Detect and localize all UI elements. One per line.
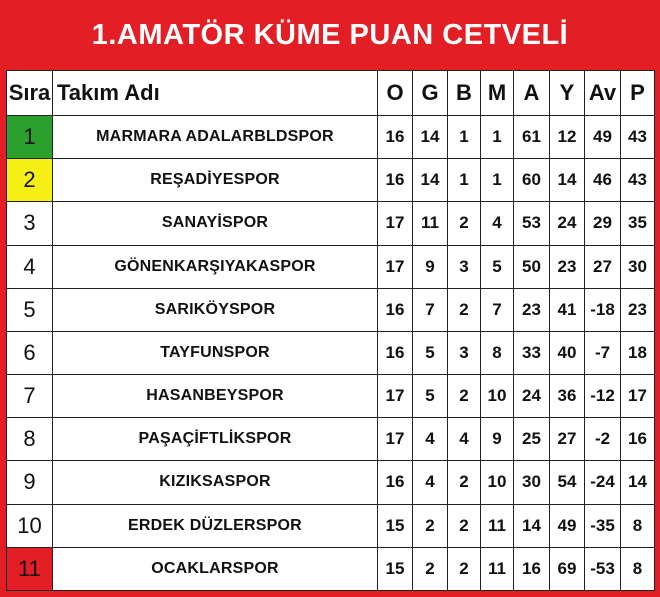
lost-cell: 1	[481, 159, 514, 202]
rank-cell: 7	[7, 375, 53, 418]
goals-for-cell: 61	[514, 116, 550, 159]
table-row	[7, 461, 655, 504]
lost-cell: 10	[481, 461, 514, 504]
points-cell: 43	[621, 159, 655, 202]
won-cell: 11	[413, 202, 448, 245]
team-name-cell: MARMARA ADALARBLDSPOR	[53, 116, 378, 159]
header-goals-for: A	[514, 71, 550, 116]
table-row	[7, 288, 655, 331]
goals-for-cell: 24	[514, 375, 550, 418]
goals-against-cell: 41	[550, 288, 585, 331]
goals-against-cell: 49	[550, 504, 585, 547]
drawn-cell: 1	[448, 159, 481, 202]
goals-for-cell: 50	[514, 245, 550, 288]
lost-cell: 11	[481, 504, 514, 547]
header-points: P	[621, 71, 655, 116]
drawn-cell: 1	[448, 116, 481, 159]
goals-for-cell: 60	[514, 159, 550, 202]
header-won: G	[413, 71, 448, 116]
standings-body	[7, 116, 655, 591]
played-cell: 16	[378, 288, 413, 331]
header-played: O	[378, 71, 413, 116]
points-cell: 14	[621, 461, 655, 504]
goal-diff-cell: -12	[585, 375, 621, 418]
points-cell: 8	[621, 504, 655, 547]
goals-against-cell: 27	[550, 418, 585, 461]
goals-against-cell: 69	[550, 547, 585, 590]
lost-cell: 10	[481, 375, 514, 418]
won-cell: 7	[413, 288, 448, 331]
lost-cell: 9	[481, 418, 514, 461]
goal-diff-cell: 27	[585, 245, 621, 288]
goals-for-cell: 16	[514, 547, 550, 590]
team-name-cell: SANAYİSPOR	[53, 202, 378, 245]
rank-cell: 9	[7, 461, 53, 504]
drawn-cell: 3	[448, 245, 481, 288]
rank-cell: 10	[7, 504, 53, 547]
rank-cell: 3	[7, 202, 53, 245]
table-row	[7, 331, 655, 374]
table-row	[7, 202, 655, 245]
team-name-cell: GÖNENKARŞIYAKASPOR	[53, 245, 378, 288]
points-cell: 17	[621, 375, 655, 418]
drawn-cell: 2	[448, 288, 481, 331]
lost-cell: 11	[481, 547, 514, 590]
table-row	[7, 245, 655, 288]
header-goal-diff: Av	[585, 71, 621, 116]
won-cell: 5	[413, 375, 448, 418]
header-goals-against: Y	[550, 71, 585, 116]
won-cell: 9	[413, 245, 448, 288]
page-title: 1.AMATÖR KÜME PUAN CETVELİ	[91, 18, 569, 51]
standings-table-container	[6, 70, 654, 591]
goal-diff-cell: -35	[585, 504, 621, 547]
goals-for-cell: 23	[514, 288, 550, 331]
goals-against-cell: 12	[550, 116, 585, 159]
table-row	[7, 116, 655, 159]
played-cell: 17	[378, 245, 413, 288]
lost-cell: 1	[481, 116, 514, 159]
rank-cell: 6	[7, 331, 53, 374]
drawn-cell: 2	[448, 547, 481, 590]
goal-diff-cell: -7	[585, 331, 621, 374]
table-row	[7, 159, 655, 202]
table-row	[7, 504, 655, 547]
rank-cell: 5	[7, 288, 53, 331]
header-drawn: B	[448, 71, 481, 116]
won-cell: 4	[413, 461, 448, 504]
goal-diff-cell: -2	[585, 418, 621, 461]
drawn-cell: 2	[448, 202, 481, 245]
played-cell: 16	[378, 159, 413, 202]
goal-diff-cell: -53	[585, 547, 621, 590]
team-name-cell: PAŞAÇİFTLİKSPOR	[53, 418, 378, 461]
team-name-cell: OCAKLARSPOR	[53, 547, 378, 590]
points-cell: 23	[621, 288, 655, 331]
goal-diff-cell: 49	[585, 116, 621, 159]
drawn-cell: 2	[448, 504, 481, 547]
points-cell: 16	[621, 418, 655, 461]
goal-diff-cell: 29	[585, 202, 621, 245]
table-row	[7, 375, 655, 418]
played-cell: 17	[378, 375, 413, 418]
drawn-cell: 2	[448, 461, 481, 504]
played-cell: 16	[378, 331, 413, 374]
header-row	[7, 71, 655, 116]
rank-cell: 8	[7, 418, 53, 461]
won-cell: 14	[413, 116, 448, 159]
lost-cell: 8	[481, 331, 514, 374]
goal-diff-cell: -24	[585, 461, 621, 504]
team-name-cell: TAYFUNSPOR	[53, 331, 378, 374]
team-name-cell: REŞADİYESPOR	[53, 159, 378, 202]
team-name-cell: ERDEK DÜZLERSPOR	[53, 504, 378, 547]
played-cell: 16	[378, 461, 413, 504]
goals-against-cell: 36	[550, 375, 585, 418]
goals-against-cell: 23	[550, 245, 585, 288]
goals-for-cell: 14	[514, 504, 550, 547]
played-cell: 17	[378, 418, 413, 461]
rank-cell: 11	[7, 547, 53, 590]
points-cell: 43	[621, 116, 655, 159]
drawn-cell: 2	[448, 375, 481, 418]
points-cell: 30	[621, 245, 655, 288]
played-cell: 15	[378, 504, 413, 547]
header-lost: M	[481, 71, 514, 116]
won-cell: 2	[413, 547, 448, 590]
won-cell: 4	[413, 418, 448, 461]
won-cell: 5	[413, 331, 448, 374]
goals-for-cell: 25	[514, 418, 550, 461]
header-rank: Sıra	[7, 71, 53, 116]
goal-diff-cell: -18	[585, 288, 621, 331]
goals-against-cell: 54	[550, 461, 585, 504]
standings-table	[6, 70, 655, 591]
goals-against-cell: 24	[550, 202, 585, 245]
rank-cell: 4	[7, 245, 53, 288]
goals-for-cell: 33	[514, 331, 550, 374]
lost-cell: 7	[481, 288, 514, 331]
lost-cell: 4	[481, 202, 514, 245]
team-name-cell: SARIKÖYSPOR	[53, 288, 378, 331]
drawn-cell: 3	[448, 331, 481, 374]
rank-cell: 2	[7, 159, 53, 202]
goal-diff-cell: 46	[585, 159, 621, 202]
goals-against-cell: 14	[550, 159, 585, 202]
team-name-cell: KIZIKSASPOR	[53, 461, 378, 504]
table-row	[7, 547, 655, 590]
header-team: Takım Adı	[53, 71, 378, 116]
team-name-cell: HASANBEYSPOR	[53, 375, 378, 418]
table-row	[7, 418, 655, 461]
goals-for-cell: 30	[514, 461, 550, 504]
played-cell: 16	[378, 116, 413, 159]
points-cell: 18	[621, 331, 655, 374]
points-cell: 35	[621, 202, 655, 245]
lost-cell: 5	[481, 245, 514, 288]
goals-against-cell: 40	[550, 331, 585, 374]
rank-cell: 1	[7, 116, 53, 159]
played-cell: 17	[378, 202, 413, 245]
goals-for-cell: 53	[514, 202, 550, 245]
played-cell: 15	[378, 547, 413, 590]
drawn-cell: 4	[448, 418, 481, 461]
points-cell: 8	[621, 547, 655, 590]
won-cell: 14	[413, 159, 448, 202]
won-cell: 2	[413, 504, 448, 547]
